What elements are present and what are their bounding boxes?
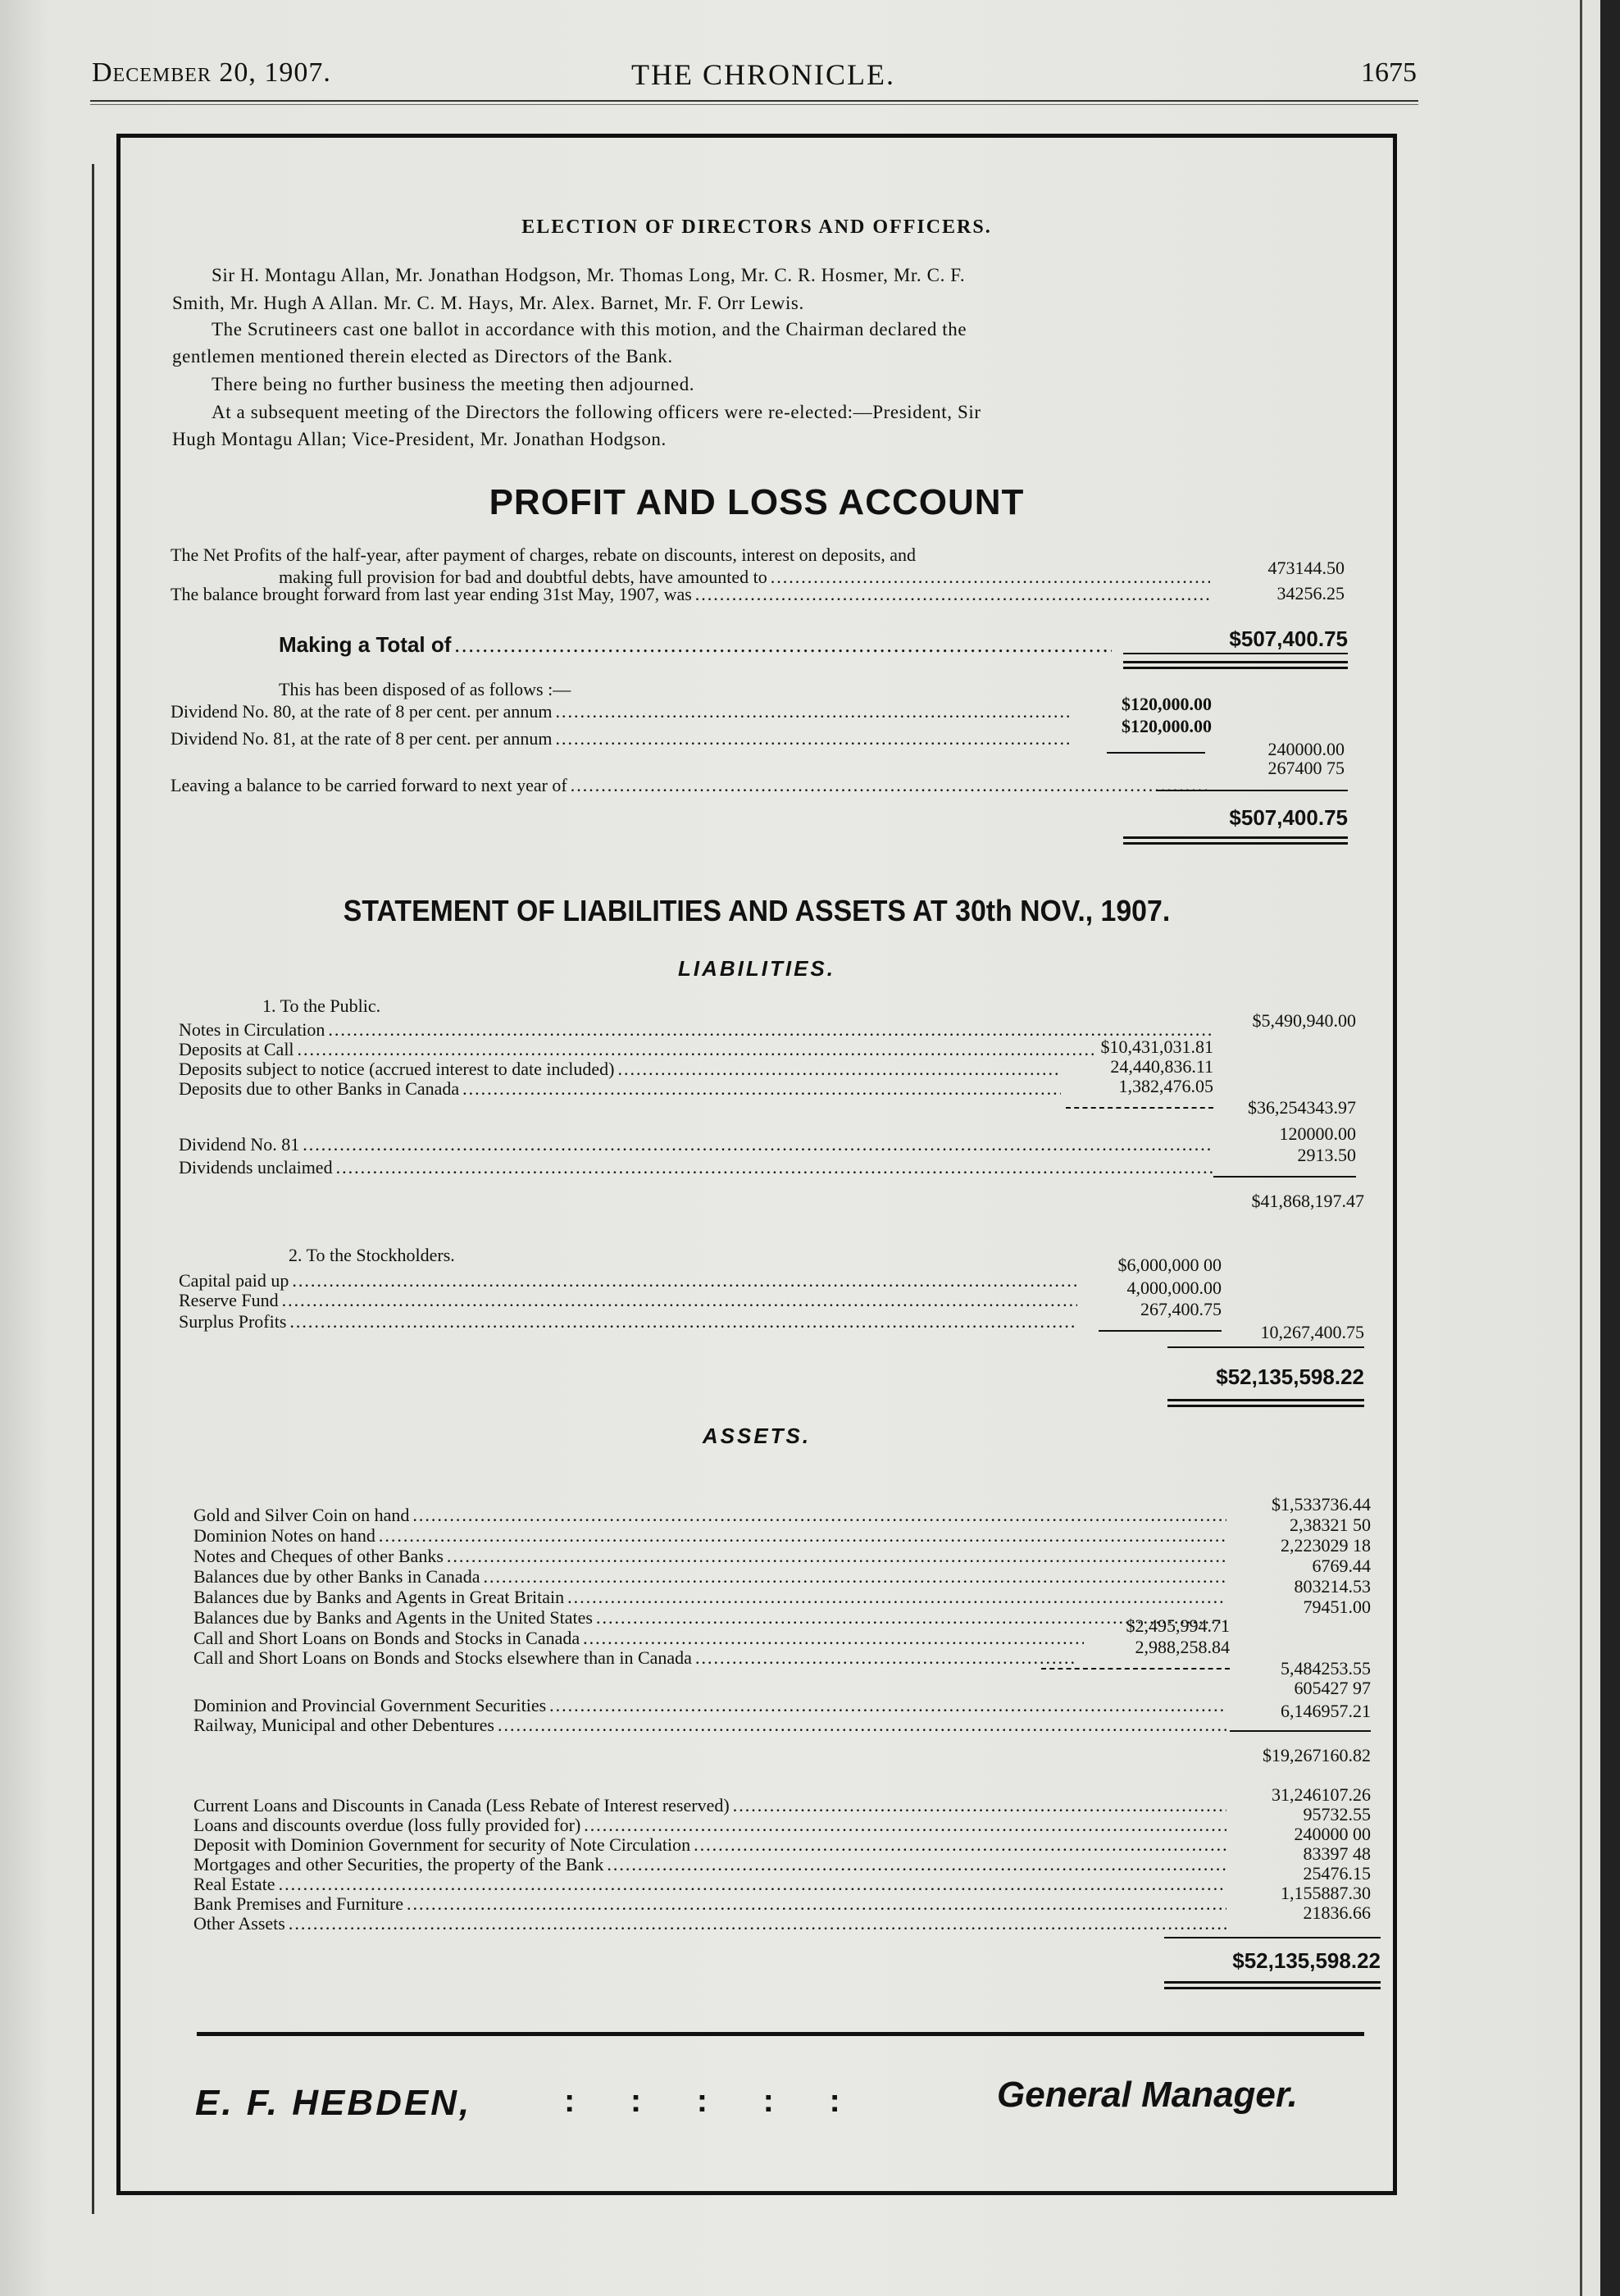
assets-double-rule [1164,1981,1381,1989]
surplus-value: 267,400.75 [1140,1299,1222,1319]
liabilities-heading: LIABILITIES. [678,956,835,981]
leaving-label: Leaving a balance to be carried forward to next year of [171,775,567,795]
asset-item-row [193,1526,1230,1546]
call-sum-value: 5,484253.55 [1281,1658,1371,1679]
statement-heading: STATEMENT OF LIABILITIES AND ASSETS AT 30th NOV., 1907. [343,894,1171,927]
capital-value: $6,000,000 00 [1117,1255,1222,1275]
election-p2-line1: The Scrutineers cast one ballot in accordance with this motion, and the Chairman declared the [212,319,967,339]
election-p4-line1: At a subsequent meeting of the Directors the following officers were re-elected:—President, Sir [212,402,981,422]
balance-forward-value: 34256.25 [1276,583,1345,604]
final-total-value: $507,400.75 [1229,805,1348,830]
subtotal-value: $19,267160.82 [1263,1745,1371,1765]
public-total-rule [1213,1176,1356,1178]
total-row [279,632,1115,657]
gov-sec-value: 605427 97 [1294,1678,1371,1698]
asset2-item-label: Other Assets [193,1913,285,1934]
asset-item-label: Gold and Silver Coin on hand [193,1505,410,1525]
asset-item-label: Balances due by Banks and Agents in Great Britain [193,1587,565,1607]
div-sum-rule [1107,752,1205,754]
asset-item-value: 803214.53 [1294,1576,1371,1597]
call-else-row [193,1648,1079,1668]
scan-edge [1600,0,1620,2296]
dividend81-value: 120000.00 [1279,1123,1356,1144]
asset2-item-value: 95732.55 [1303,1804,1371,1824]
asset2-item-value: 25476.15 [1303,1863,1371,1884]
call-else-value: 2,988,258.84 [1135,1637,1230,1657]
asset2-item-row [193,1796,1230,1815]
assets-heading: ASSETS. [702,1424,812,1448]
call-canada-row [193,1629,1087,1648]
asset2-item-row [193,1835,1230,1855]
liabilities-total-rule [1167,1346,1364,1348]
asset-item-row [193,1567,1230,1587]
asset2-item-label: Mortgages and other Securities, the property of the Bank [193,1854,604,1875]
asset-item-row [193,1547,1230,1566]
election-p1-line1: Sir H. Montagu Allan, Mr. Jonathan Hodgson, Mr. Thomas Long, Mr. C. R. Hosmer, Mr. C. F. [212,265,966,285]
asset-item-label: Balances due by other Banks in Canada [193,1566,480,1587]
stock-heading: 2. To the Stockholders. [289,1245,455,1265]
public-total-value: $41,868,197.47 [1251,1191,1364,1211]
div81-label: Dividend No. 81, at the rate of 8 per cent. per annum [171,728,553,749]
election-p3: There being no further business the meeting then adjourned. [212,374,695,394]
asset2-item-row [193,1914,1230,1934]
railway-value: 6,146957.21 [1281,1701,1371,1721]
deposits-banks-label: Deposits due to other Banks in Canada [179,1078,460,1099]
final-total-rule [1156,790,1348,791]
page-gutter [1580,0,1582,2296]
leaving-row [171,776,1213,795]
deposits-call-label: Deposits at Call [179,1039,294,1059]
asset-item-value: 79451.00 [1303,1597,1371,1617]
election-p4-line2: Hugh Montagu Allan; Vice-President, Mr. Jonathan Hodgson. [172,429,667,449]
dividend81-row [179,1135,1217,1155]
reserve-row [179,1291,1081,1310]
asset2-item-label: Loans and discounts overdue (loss fully provided for) [193,1815,581,1835]
footer-rule [197,2032,1364,2036]
liabilities-total-value: $52,135,598.22 [1216,1364,1364,1389]
call-canada-label: Call and Short Loans on Bonds and Stocks in Canada [193,1628,580,1648]
asset2-item-label: Real Estate [193,1874,275,1894]
reserve-label: Reserve Fund [179,1290,279,1310]
disposed-label: This has been disposed of as follows :— [279,679,571,699]
page-number: 1675 [1361,57,1417,88]
deposits-call-row [179,1040,1097,1059]
leaving-value: 267400 75 [1267,758,1345,778]
notes-circulation-value: $5,490,940.00 [1252,1010,1356,1031]
deposits-sum-rule [1066,1107,1213,1109]
final-double-rule [1123,836,1348,845]
liabilities-double-rule [1167,1399,1364,1407]
call-sum-rule [1041,1668,1230,1670]
asset-item-label: Notes and Cheques of other Banks [193,1546,444,1566]
surplus-label: Surplus Profits [179,1311,287,1332]
gov-sec-label: Dominion and Provincial Government Securities [193,1695,547,1715]
net-profits-value: 473144.50 [1267,558,1345,578]
gov-sec-row [193,1696,1230,1715]
balance-forward-row [171,585,1213,604]
election-heading: ELECTION OF DIRECTORS AND OFFICERS. [521,216,992,238]
asset2-item-value: 1,155887.30 [1281,1883,1371,1903]
asset2-item-row [193,1875,1230,1894]
deposits-sum-value: $36,254343.97 [1248,1097,1356,1118]
asset2-item-label: Current Loans and Discounts in Canada (Less Rebate of Interest reserved) [193,1795,730,1815]
asset2-item-value: 31,246107.26 [1272,1784,1371,1805]
subtotal-rule [1230,1730,1371,1732]
asset-item-value: 6769.44 [1312,1556,1371,1576]
election-p2-line2: gentlemen mentioned therein elected as Directors of the Bank. [172,346,673,367]
div80-label: Dividend No. 80, at the rate of 8 per cent. per annum [171,701,553,722]
notes-circulation-row [179,1020,1217,1040]
election-p1-line2: Smith, Mr. Hugh A Allan. Mr. C. M. Hays, Mr. Alex. Barnet, Mr. F. Orr Lewis. [172,293,804,313]
asset2-item-row [193,1815,1230,1835]
notes-circulation-label: Notes in Circulation [179,1019,325,1040]
total-double-rule [1123,661,1348,669]
manager-name: E. F. HEBDEN, [195,2083,472,2123]
asset-item-row [193,1608,1230,1628]
net-profits-line1: The Net Profits of the half-year, after payment of charges, rebate on discounts, interest on deposits, and [171,544,916,565]
div81-row [171,729,1072,749]
div-sum-value: 240000.00 [1267,739,1345,759]
unclaimed-label: Dividends unclaimed [179,1157,333,1178]
assets-total-value: $52,135,598.22 [1232,1948,1381,1973]
deposits-banks-value: 1,382,476.05 [1118,1076,1213,1096]
call-else-label: Call and Short Loans on Bonds and Stocks elsewhere than in Canada [193,1647,692,1668]
footer-colons: : : : : : [564,2083,842,2119]
capital-row [179,1271,1081,1291]
asset-item-value: 2,223029 18 [1281,1535,1371,1556]
asset-item-label: Dominion Notes on hand [193,1525,375,1546]
railway-row [193,1715,1230,1735]
asset2-item-value: 83397 48 [1303,1843,1371,1864]
profit-loss-heading: PROFIT AND LOSS ACCOUNT [489,482,1025,522]
header-rule [90,100,1418,105]
asset-item-value: $1,533736.44 [1272,1494,1371,1515]
call-canada-value: $2,495,994.71 [1126,1615,1230,1636]
stock-sum-value: 10,267,400.75 [1260,1322,1364,1342]
deposits-notice-label: Deposits subject to notice (accrued interest to date included) [179,1059,615,1079]
balance-forward-label: The balance brought forward from last year ending 31st May, 1907, was [171,584,692,604]
deposits-notice-value: 24,440,836.11 [1110,1056,1213,1077]
unclaimed-value: 2913.50 [1297,1145,1356,1165]
asset2-item-value: 240000 00 [1294,1824,1371,1844]
div80-row [171,702,1072,722]
div80-value: $120,000.00 [1122,694,1212,714]
railway-label: Railway, Municipal and other Debentures [193,1715,494,1735]
asset-item-label: Balances due by Banks and Agents in the United States [193,1607,593,1628]
asset2-item-value: 21836.66 [1303,1902,1371,1923]
manager-title: General Manager. [997,2075,1298,2115]
deposits-call-value: $10,431,031.81 [1100,1036,1213,1057]
asset-item-value: 2,38321 50 [1290,1515,1371,1535]
issue-date: December 20, 1907. [92,57,331,88]
total-value: $507,400.75 [1229,626,1348,651]
binding-rule [92,164,94,2214]
publication-title: THE CHRONICLE. [631,58,895,91]
div81-value: $120,000.00 [1122,716,1212,736]
deposits-notice-row [179,1059,1064,1079]
assets-total-rule [1164,1937,1381,1938]
unclaimed-row [179,1158,1217,1178]
dividend81-label: Dividend No. 81 [179,1134,300,1155]
asset2-item-label: Bank Premises and Furniture [193,1893,404,1914]
total-label: Making a Total of [279,632,452,657]
total-overline [1123,653,1348,654]
stock-sum-rule [1099,1330,1222,1332]
public-heading: 1. To the Public. [262,995,381,1016]
asset2-item-row [193,1894,1230,1914]
net-profits-label: making full provision for bad and doubtful debts, have amounted to [279,567,767,587]
asset2-item-label: Deposit with Dominion Government for security of Note Circulation [193,1834,691,1855]
reserve-value: 4,000,000.00 [1126,1278,1222,1298]
deposits-banks-row [179,1079,1064,1099]
capital-label: Capital paid up [179,1270,289,1291]
surplus-row [179,1312,1081,1332]
asset-item-row [193,1588,1230,1607]
asset2-item-row [193,1855,1230,1875]
asset-item-row [193,1506,1230,1525]
